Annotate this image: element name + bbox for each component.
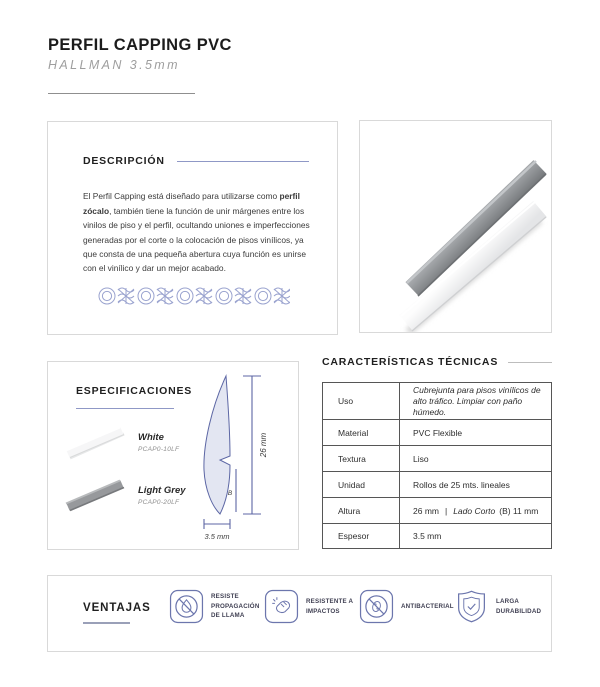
advantages-heading: VENTAJAS (83, 602, 151, 614)
variant-code: PCAP0-10LF (138, 445, 180, 453)
profile-shape (204, 376, 230, 514)
variant-grey-row (62, 475, 186, 515)
table-row (323, 498, 552, 524)
row-value: Liso (400, 446, 552, 472)
row-label: Espesor (323, 524, 400, 549)
impact-icon (264, 589, 299, 624)
no-flame-icon (169, 589, 204, 624)
table-row (323, 383, 552, 420)
advantage-item (264, 589, 359, 624)
width-dimension-line (204, 519, 230, 529)
variant-grey-text (138, 485, 186, 506)
row-label: Textura (323, 446, 400, 472)
product-image-card (359, 120, 552, 333)
table-row (323, 420, 552, 446)
advantage-item (454, 589, 549, 624)
specifications-heading: ESPECIFICACIONES (76, 385, 193, 397)
advantage-label: LARGA DURABILIDAD (496, 597, 542, 615)
cross-section-diagram (196, 372, 296, 544)
table-row (323, 524, 552, 549)
altura-main: 26 mm (413, 505, 439, 516)
variant-white-text (138, 432, 179, 453)
row-label: Altura (323, 498, 400, 524)
advantage-label: ANTIBACTERIAL (401, 602, 454, 610)
row-value: PVC Flexible (400, 420, 552, 446)
advantages-underline (83, 622, 130, 624)
variant-name: Light Grey (138, 484, 186, 496)
decorative-pattern (98, 284, 290, 308)
advantages-items (169, 589, 549, 624)
description-heading: DESCRIPCIÓN (83, 155, 165, 167)
shield-check-icon (454, 589, 489, 624)
variant-name: White (138, 431, 164, 443)
description-text-part2: , también tiene la función de unir márgenes entre los vinilos de piso y el perfil, ocultando uniones e imperfecciones generadas por el corte o la colocación de pisos vinílicos, ya que consta de una pequeña abertura cuya función es unirse con el vinílico y dar un mejor acabado. (83, 205, 310, 274)
variant-code: PCAP0-20LF (138, 498, 180, 506)
variant-white-row (62, 422, 179, 462)
row-label: Material (323, 420, 400, 446)
table-row (323, 446, 552, 472)
advantage-item (359, 589, 454, 624)
specifications-underline (76, 408, 174, 409)
page-title: PERFIL CAPPING PVC (48, 36, 232, 54)
row-value: 3.5 mm (400, 524, 552, 549)
height-dimension-label: 26 mm (259, 432, 268, 458)
header-divider (48, 93, 195, 94)
altura-italic: Lado Corto (453, 505, 496, 516)
heading-line (508, 362, 552, 363)
advantage-item (169, 589, 264, 624)
advantage-label: RESISTENTE A IMPACTOS (306, 597, 353, 615)
grey-strip-thumbnail-icon (62, 475, 130, 515)
page-subtitle: HALLMAN 3.5mm (48, 58, 180, 72)
description-text (83, 189, 317, 275)
description-text-bold: perfil zócalo (83, 191, 300, 216)
description-card (47, 121, 338, 335)
wave-circle-motif-icon (98, 284, 290, 308)
technical-table (322, 382, 552, 549)
white-strip-thumbnail-icon (62, 422, 130, 462)
row-value: Rollos de 25 mts. lineales (400, 472, 552, 498)
row-value: Cubrejunta para pisos vinílicos de alto tráfico. Limpiar con paño húmedo. (400, 383, 552, 420)
altura-rest: (B) 11 mm (499, 505, 539, 516)
advantages-card (47, 575, 552, 652)
width-dimension-label: 3.5 mm (204, 532, 230, 541)
table-row (323, 472, 552, 498)
description-text-part1: El Perfil Capping está diseñado para utilizarse como (83, 191, 280, 202)
short-side-label: B (227, 490, 233, 497)
specifications-card (47, 361, 299, 550)
technical-heading: CARACTERÍSTICAS TÉCNICAS (322, 356, 499, 368)
row-label: Unidad (323, 472, 400, 498)
specifications-heading-row (76, 385, 196, 397)
technical-heading-row (322, 356, 552, 368)
description-heading-row (83, 155, 309, 167)
no-bacteria-icon (359, 589, 394, 624)
product-photo (360, 121, 551, 332)
heading-line (177, 161, 309, 162)
altura-separator: | (444, 505, 448, 516)
row-label: Uso (323, 383, 400, 420)
row-value (400, 498, 552, 524)
advantage-label: RESISTE PROPAGACIÓN DE LLAMA (211, 593, 260, 620)
